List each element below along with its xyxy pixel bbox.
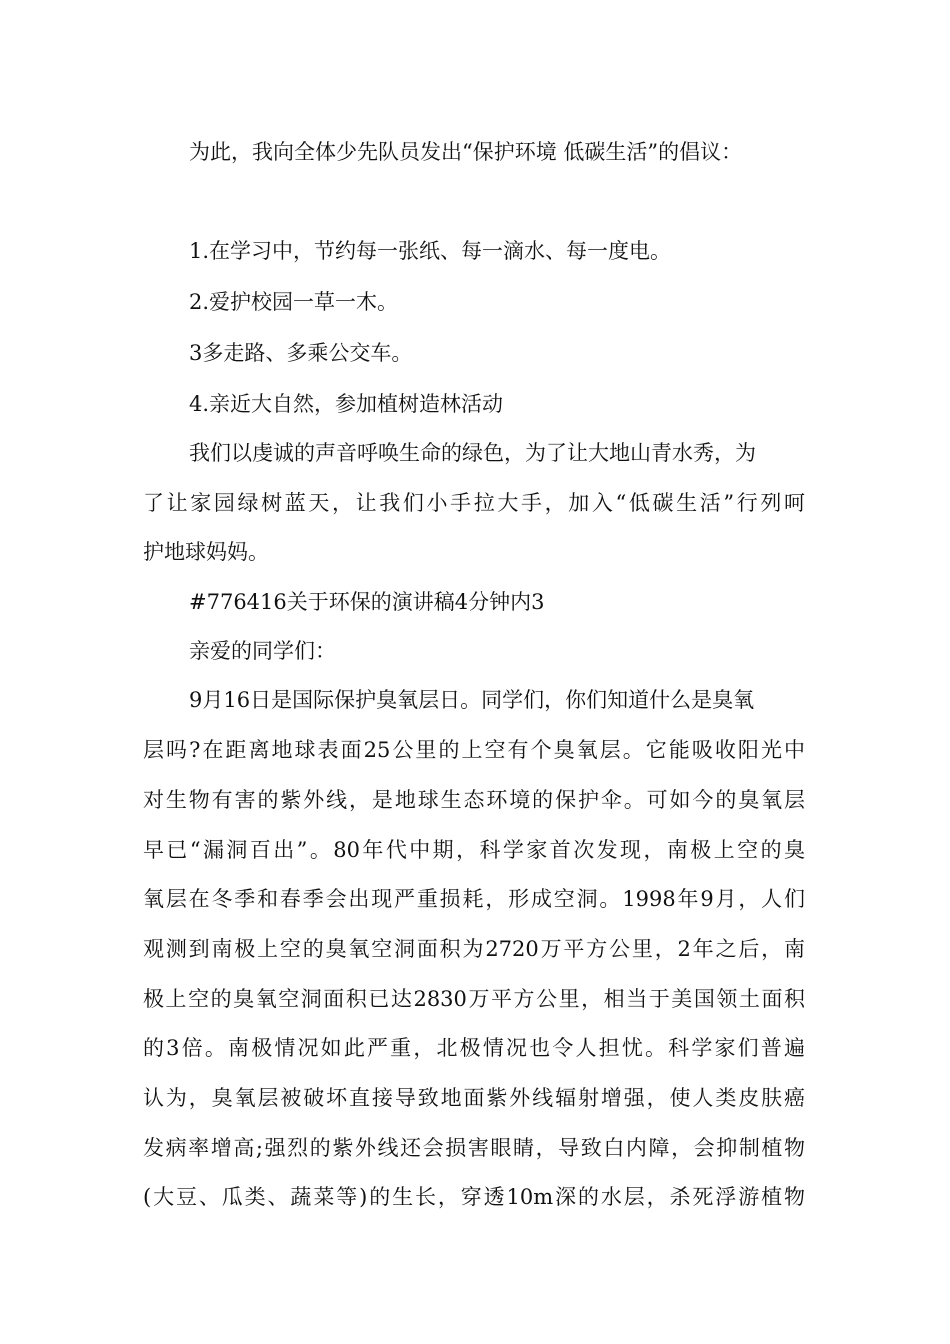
proposal-item-3: 3多走路、多乘公交车。 <box>189 341 413 365</box>
closing-line-2: 了让家园绿树蓝天，让我们小手拉大手，加入“低碳生活”行列呵 <box>143 491 805 515</box>
salutation: 亲爱的同学们： <box>189 639 336 663</box>
speech-line-3: 对生物有害的紫外线，是地球生态环境的保护伞。可如今的臭氧层 <box>143 788 805 812</box>
speech-line-11: (大豆、瓜类、蔬菜等)的生长，穿透10m深的水层，杀死浮游植物 <box>143 1185 805 1209</box>
speech-line-5: 氧层在冬季和春季会出现严重损耗，形成空洞。1998年9月，人们 <box>143 887 805 911</box>
closing-line-3: 护地球妈妈。 <box>143 540 269 564</box>
proposal-item-4: 4.亲近大自然，参加植树造林活动 <box>189 392 504 416</box>
proposal-item-1: 1.在学习中，节约每一张纸、每一滴水、每一度电。 <box>189 239 672 263</box>
speech-line-1: 9月16日是国际保护臭氧层日。同学们，你们知道什么是臭氧 <box>189 688 755 712</box>
speech-line-2: 层吗?在距离地球表面25公里的上空有个臭氧层。它能吸收阳光中 <box>143 738 805 762</box>
speech-line-7: 极上空的臭氧空洞面积已达2830万平方公里，相当于美国领土面积 <box>143 987 805 1011</box>
speech-line-4: 早已“漏洞百出”。80年代中期，科学家首次发现，南极上空的臭 <box>143 838 805 862</box>
proposal-item-2: 2.爱护校园一草一木。 <box>189 290 399 314</box>
speech-line-10: 发病率增高;强烈的紫外线还会损害眼睛，导致白内障，会抑制植物 <box>143 1136 805 1160</box>
intro-paragraph: 为此，我向全体少先队员发出“保护环境 低碳生活”的倡议： <box>189 140 743 164</box>
speech-line-6: 观测到南极上空的臭氧空洞面积为2720万平方公里，2年之后，南 <box>143 937 805 961</box>
section-title: #776416关于环保的演讲稿4分钟内3 <box>189 590 545 614</box>
speech-line-9: 认为，臭氧层被破坏直接导致地面紫外线辐射增强，使人类皮肤癌 <box>143 1086 805 1110</box>
closing-line-1: 我们以虔诚的声音呼唤生命的绿色，为了让大地山青水秀，为 <box>189 441 756 465</box>
speech-line-8: 的3倍。南极情况如此严重，北极情况也令人担忧。科学家们普遍 <box>143 1036 805 1060</box>
